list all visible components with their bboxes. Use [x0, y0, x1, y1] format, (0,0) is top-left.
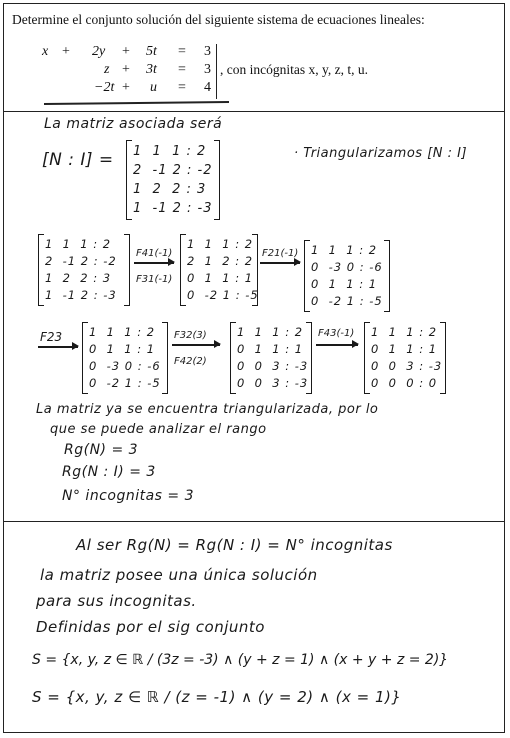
- matrix-row: 0 0 3 : -3: [237, 376, 309, 390]
- conclusion-section: [4, 522, 504, 732]
- arrow-icon: [134, 262, 174, 264]
- matrix-row: 0 1 1 : 1: [89, 342, 156, 356]
- matrix-row: 1 1 1 : 2: [237, 325, 304, 339]
- row-operation: F31(-1): [136, 274, 173, 285]
- eq-term: 5t: [146, 44, 157, 59]
- solution-set-2: S = {x, y, z ∈ ℝ / (z = -1) ∧ (y = 2) ∧ (x = 1)}: [32, 688, 402, 706]
- conclusion-line-4: Definidas por el sig conjunto: [36, 618, 265, 636]
- matrix-row: 2 1 2 : 2: [187, 254, 254, 268]
- eq-term: −2t: [94, 80, 115, 95]
- matrix-step-3: [304, 240, 390, 312]
- matrix-row: 0 0 3 : -3: [237, 359, 309, 373]
- eq-term: 2y: [92, 44, 106, 59]
- arrow-icon: [172, 344, 220, 346]
- eq-equals: =: [178, 44, 186, 59]
- matrix-row: 0 1 1 : 1: [187, 271, 254, 285]
- matrix-row: 0 1 1 : 1: [311, 277, 378, 291]
- matrix-row: 1 1 1 : 2: [45, 237, 112, 251]
- eq-rhs: 3: [204, 62, 211, 77]
- matrix-row: 0 -2 1 : -5: [89, 376, 161, 390]
- eq-operator: +: [122, 44, 130, 59]
- unknowns-statement: , con incógnitas x, y, z, t, u.: [220, 62, 368, 77]
- eq-operator: +: [62, 44, 70, 59]
- matrix-row: 0 0 3 : -3: [371, 359, 443, 373]
- row-operation: F32(3): [174, 330, 207, 341]
- matrix-row: 1 1 1 : 2: [187, 237, 254, 251]
- matrix-step-6: [364, 322, 446, 394]
- row-operation: F41(-1): [136, 248, 173, 259]
- eq-term: z: [104, 62, 110, 77]
- eq-term: 3t: [146, 62, 157, 77]
- eq-equals: =: [178, 80, 186, 95]
- rank-n: Rg(N) = 3: [64, 442, 139, 458]
- conclusion-line-2: la matriz posee una única solución: [40, 566, 318, 584]
- matrix-row: 0 0 0 : 0: [371, 376, 438, 390]
- matrix-step-4: [82, 322, 168, 394]
- matrix-row: 0 1 1 : 1: [237, 342, 304, 356]
- augmented-matrix: [126, 140, 220, 220]
- row-operation: F23: [40, 330, 63, 344]
- equation-row: [42, 62, 222, 80]
- remark-line-1: La matriz ya se encuentra triangularizada, por lo: [36, 402, 379, 417]
- remark-line-2: que se puede analizar el rango: [50, 422, 267, 437]
- row-operation: F42(2): [174, 356, 207, 367]
- solution-set-1: S = {x, y, z ∈ ℝ / (3z = -3) ∧ (y + z = 1) ∧ (x + y + z = 2)}: [32, 652, 449, 668]
- intro-text: La matriz asociada será: [44, 116, 223, 132]
- arrow-icon: [260, 262, 300, 264]
- eq-equals: =: [178, 62, 186, 77]
- matrix-row: 1 1 1 : 2: [311, 243, 378, 257]
- matrix-step-5: [230, 322, 312, 394]
- row-operation: F21(-1): [262, 248, 299, 259]
- matrix-row: 0 -3 0 : -6: [311, 260, 383, 274]
- eq-term: x: [42, 44, 49, 59]
- rank-n-i: Rg(N : I) = 3: [62, 464, 156, 480]
- matrix-row: 2 -1 2 : -2: [133, 163, 213, 178]
- matrix-row: 1 2 2 : 3: [133, 182, 207, 197]
- matrix-step-1: [38, 234, 130, 306]
- equation-row: [42, 80, 222, 98]
- matrix-row: 1 1 1 : 2: [133, 144, 207, 159]
- conclusion-line-3: para sus incognitas.: [36, 592, 197, 610]
- matrix-row: 1 -1 2 : -3: [45, 288, 117, 302]
- arrow-icon: [316, 344, 358, 346]
- matrix-row: 0 -2 1 : -5: [187, 288, 259, 302]
- eq-rhs: 3: [204, 44, 211, 59]
- system-divider: [216, 44, 217, 99]
- matrix-row: 0 1 1 : 1: [371, 342, 438, 356]
- arrow-icon: [38, 346, 78, 348]
- eq-operator: +: [122, 80, 130, 95]
- row-operation: F43(-1): [318, 328, 355, 339]
- matrix-row: 1 2 2 : 3: [45, 271, 112, 285]
- eq-rhs: 4: [204, 80, 211, 95]
- matrix-row: 1 1 1 : 2: [371, 325, 438, 339]
- triangularize-note: · Triangularizamos [N : I]: [294, 146, 468, 161]
- problem-title: Determine el conjunto solución del siguiente sistema de ecuaciones lineales:: [12, 12, 425, 27]
- eq-operator: +: [122, 62, 130, 77]
- working-section: [4, 112, 504, 522]
- matrix-row: 1 1 1 : 2: [89, 325, 156, 339]
- matrix-label: [N : I] =: [42, 150, 114, 170]
- equation-system: [42, 44, 222, 98]
- conclusion-line-1: Al ser Rg(N) = Rg(N : I) = N° incognitas: [76, 536, 393, 554]
- matrix-row: 1 -1 2 : -3: [133, 201, 213, 216]
- equation-row: [42, 44, 222, 62]
- unknowns-count: N° incognitas = 3: [62, 488, 194, 504]
- worksheet: [3, 3, 505, 733]
- eq-term: u: [150, 80, 157, 95]
- handwritten-underline: [44, 101, 229, 105]
- matrix-row: 2 -1 2 : -2: [45, 254, 117, 268]
- problem-statement: [4, 4, 504, 112]
- matrix-step-2: [180, 234, 258, 306]
- matrix-row: 0 -3 0 : -6: [89, 359, 161, 373]
- matrix-row: 0 -2 1 : -5: [311, 294, 383, 308]
